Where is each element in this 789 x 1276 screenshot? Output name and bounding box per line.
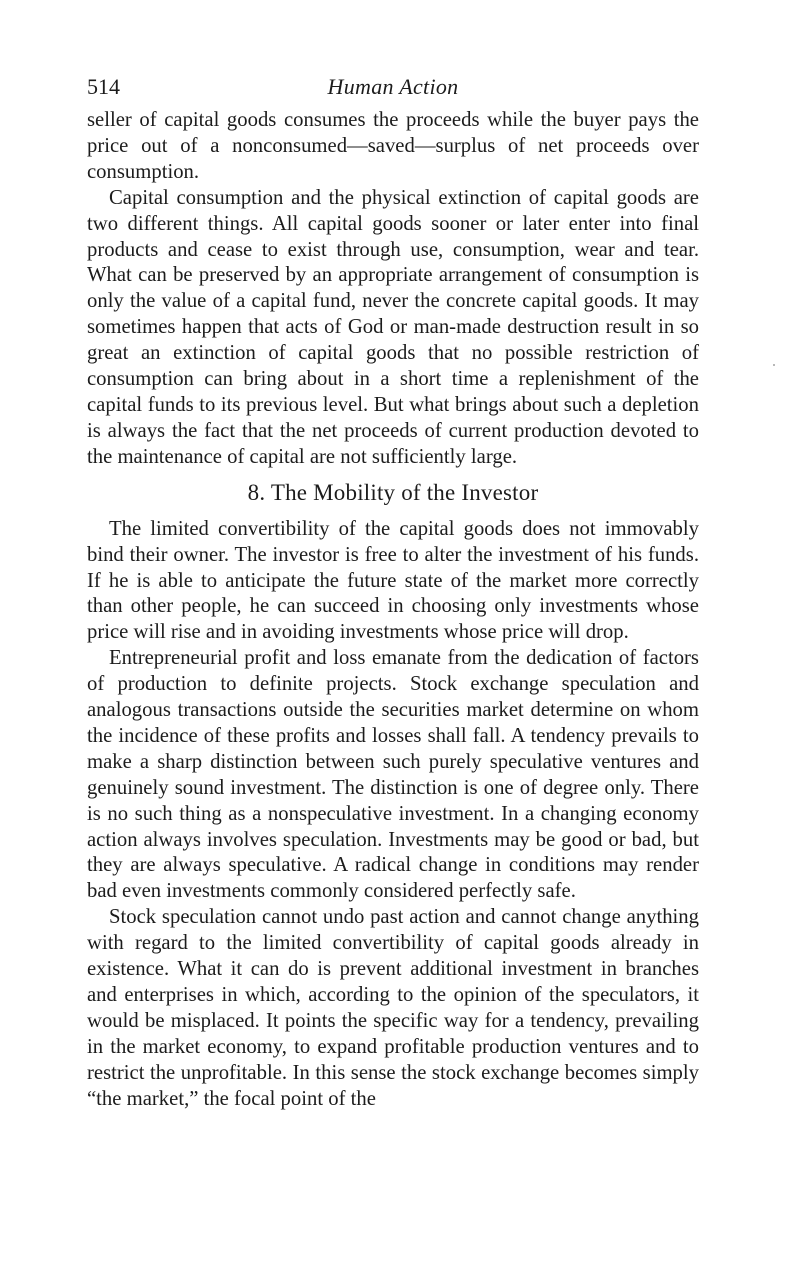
- running-title: Human Action: [327, 74, 459, 99]
- paragraph-capital-consumption: Capital consumption and the physical extinction of capital goods are two different things. All capital goods sooner or later enter into final products and cease to exist through use, consumption, wear and tear. What can be preserved by an appropriate arrangement of consumption is only the value of a capital fund, never the concrete capital goods. It may sometimes happen that acts of God or man-made destruction result in so great an extinction of capital goods that no possible restriction of consumption can bring about in a short time a replenishment of the capital funds to its previous level. But what brings about such a depletion is always the fact that the net proceeds of current production devoted to the maintenance of capital are not sufficiently large.: [87, 186, 699, 468]
- page-number: 514: [87, 74, 120, 99]
- paragraph-stock-speculation: Stock speculation cannot undo past action and cannot change anything with regard to the limited convertibility of capital goods already in existence. What it can do is prevent additional investment in branches and enterprises in which, according to the opinion of the speculators, it would be misplaced. It points the specific way for a tendency, prevailing in the market economy, to expand profitable production ventures and to restrict the unprofitable. In this sense the stock exchange becomes simply “the market,” the focal point of the: [87, 906, 699, 1110]
- scan-speck: [773, 364, 775, 366]
- page-header: [87, 74, 699, 104]
- paragraph-entrepreneurial-profit: Entrepreneurial profit and loss emanate from the dedication of factors of production to definite projects. Stock exchange speculation and analogous transactions outside the securities market determine on whom the incidence of these profits and losses shall fall. A tendency prevails to make a sharp distinction between such purely speculative ventures and genuinely sound investment. The distinction is one of degree only. There is no such thing as a nonspeculative investment. In a changing economy action always involves speculation. Investments may be good or bad, but they are always speculative. A radical change in conditions may render bad even investments commonly considered perfectly safe.: [87, 647, 699, 903]
- section-heading: 8. The Mobility of the Investor: [247, 479, 539, 505]
- paragraph-continued: seller of capital goods consumes the proceeds while the buyer pays the price out of a nonconsumed—saved—surplus of net proceeds over consumption.: [87, 109, 699, 183]
- paragraph-limited-convertibility: The limited convertibility of the capital goods does not immovably bind their owner. The investor is free to alter the investment of his funds. If he is able to anticipate the future state of the market more correctly than other people, he can succeed in choosing only investments whose price will rise and in avoiding investments whose price will drop.: [87, 517, 699, 644]
- body-text: [87, 108, 699, 1113]
